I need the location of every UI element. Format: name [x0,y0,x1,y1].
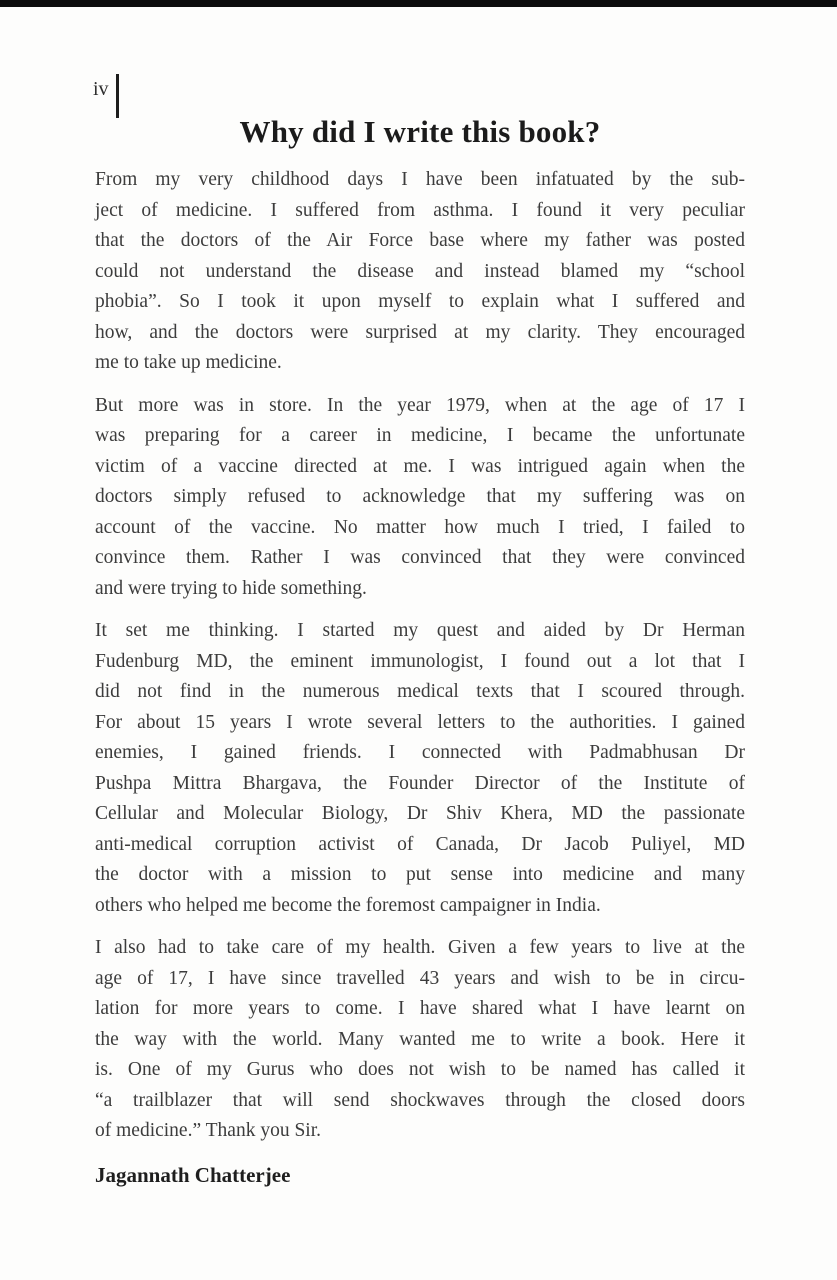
text-line: the doctor with a mission to put sense into medicine and many [95,864,745,885]
text-line: account of the vaccine. No matter how much I tried, I failed to [95,516,745,538]
text-line: Pushpa Mittra Bhargava, the Founder Director of the Institute of [95,772,745,794]
text-line: phobia”. So I took it upon myself to explain what I suffered and [95,291,745,312]
text-line: I also had to take care of my health. Given a few years to live at the [95,937,745,958]
text-line: of medicine.” Thank you Sir. [95,1120,322,1141]
page-title: Why did I write this book? [239,114,601,149]
text-line: was preparing for a career in medicine, I became the unfortunate [95,425,745,446]
text-line: anti-medical corruption activist of Canada, Dr Jacob Puliyel, MD [95,833,745,855]
text-line: lation for more years to come. I have shared what I have learnt on [95,998,745,1019]
text-line: did not find in the numerous medical texts that I scoured through. [95,681,745,702]
folio-rule [116,74,119,118]
text-line: convince them. Rather I was convinced that they were convinced [95,547,745,568]
folio [93,74,119,118]
text-line: Cellular and Molecular Biology, Dr Shiv Khera, MD the passionate [95,803,745,824]
text-line: how, and the doctors were surprised at my clarity. They encouraged [95,321,745,343]
text-line: is. One of my Gurus who does not wish to be named has called it [95,1059,745,1080]
text-line: enemies, I gained friends. I connected with Padmabhusan Dr [95,742,745,763]
text-line: could not understand the disease and instead blamed my “school [95,260,745,282]
text-line: From my very childhood days I have been infatuated by the sub- [95,169,745,190]
text-line: others who helped me become the foremost campaigner in India. [95,894,601,916]
paragraph [95,616,745,921]
page-number: iv [93,78,109,100]
text-line: victim of a vaccine directed at me. I was intrigued again when the [95,455,745,477]
text-line: Fudenburg MD, the eminent immunologist, I found out a lot that I [95,650,745,672]
text-line: age of 17, I have since travelled 43 years and wish to be in circu- [95,967,745,989]
text-line: doctors simply refused to acknowledge that my suffering was on [95,486,745,507]
paragraph [95,391,745,605]
paragraph [95,165,745,379]
author-signature: Jagannath Chatterjee [95,1162,291,1187]
text-line: ject of medicine. I suffered from asthma. I found it very peculiar [95,199,745,221]
text-line: But more was in store. In the year 1979, when at the age of 17 I [95,394,745,416]
text-line: and were trying to hide something. [95,577,367,599]
text-line: “a trailblazer that will send shockwaves through the closed doors [95,1089,745,1111]
text-line: the way with the world. Many wanted me to write a book. Here it [95,1028,745,1050]
book-page [95,0,745,1189]
text-line: It set me thinking. I started my quest and aided by Dr Herman [95,620,745,641]
text-line: that the doctors of the Air Force base where my father was posted [95,230,745,251]
text-line: me to take up medicine. [95,352,282,373]
page-body [95,165,745,1147]
text-line: For about 15 years I wrote several letters to the authorities. I gained [95,711,745,733]
paragraph [95,933,745,1147]
